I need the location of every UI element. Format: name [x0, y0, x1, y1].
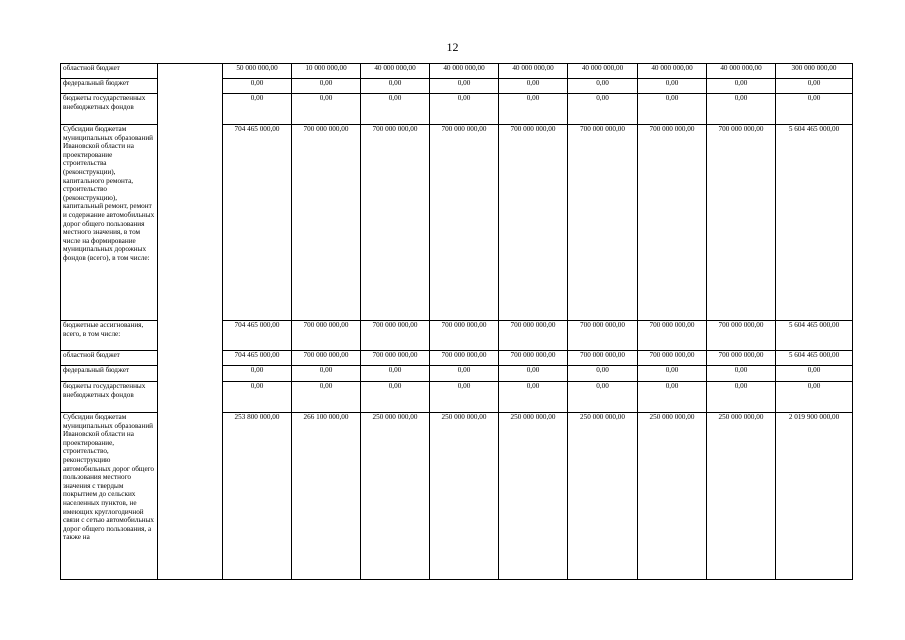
- value-cell: 0,00: [361, 79, 430, 94]
- value-cell: 700 000 000,00: [707, 125, 776, 321]
- value-cell: 700 000 000,00: [638, 125, 707, 321]
- value-cell: 0,00: [707, 366, 776, 382]
- value-cell: 0,00: [568, 94, 638, 125]
- table-row: [61, 94, 853, 125]
- value-cell: 700 000 000,00: [499, 351, 568, 366]
- value-cell: 10 000 000,00: [292, 64, 361, 79]
- value-cell: 40 000 000,00: [568, 64, 638, 79]
- value-cell: 0,00: [499, 382, 568, 413]
- value-cell: 700 000 000,00: [292, 125, 361, 321]
- empty-cell: [158, 125, 223, 321]
- value-cell: 0,00: [776, 94, 853, 125]
- value-cell: 700 000 000,00: [430, 351, 499, 366]
- value-cell: 700 000 000,00: [430, 321, 499, 351]
- value-cell: 40 000 000,00: [430, 64, 499, 79]
- value-cell: 700 000 000,00: [638, 351, 707, 366]
- value-cell: 0,00: [430, 79, 499, 94]
- value-cell: 0,00: [568, 366, 638, 382]
- value-cell: 700 000 000,00: [568, 351, 638, 366]
- value-cell: 40 000 000,00: [499, 64, 568, 79]
- value-cell: 704 465 000,00: [223, 125, 292, 321]
- page-number: 12: [446, 40, 459, 54]
- value-cell: 0,00: [430, 382, 499, 413]
- value-cell: 250 000 000,00: [499, 413, 568, 580]
- value-cell: 0,00: [292, 366, 361, 382]
- value-cell: 0,00: [430, 94, 499, 125]
- value-cell: 704 465 000,00: [223, 321, 292, 351]
- table-row: [61, 413, 853, 580]
- value-cell: 0,00: [707, 382, 776, 413]
- row-label: областной бюджет: [61, 64, 158, 79]
- value-cell: 40 000 000,00: [361, 64, 430, 79]
- value-cell: 266 100 000,00: [292, 413, 361, 580]
- empty-cell: [158, 94, 223, 125]
- value-cell: 250 000 000,00: [430, 413, 499, 580]
- value-cell: 704 465 000,00: [223, 351, 292, 366]
- value-cell: 253 800 000,00: [223, 413, 292, 580]
- value-cell: 0,00: [638, 94, 707, 125]
- table-row: [61, 79, 853, 94]
- value-cell: 0,00: [292, 382, 361, 413]
- row-label: федеральный бюджет: [61, 79, 158, 94]
- value-cell: 700 000 000,00: [568, 321, 638, 351]
- empty-cell: [158, 413, 223, 580]
- value-cell: 250 000 000,00: [638, 413, 707, 580]
- row-label: бюджеты государственных внебюджетных фондов: [61, 94, 158, 125]
- value-cell: 700 000 000,00: [707, 351, 776, 366]
- value-cell: 0,00: [707, 94, 776, 125]
- row-label: бюджеты государственных внебюджетных фондов: [61, 382, 158, 413]
- empty-cell: [158, 64, 223, 79]
- value-cell: 0,00: [292, 79, 361, 94]
- value-cell: 0,00: [568, 79, 638, 94]
- value-cell: 700 000 000,00: [707, 321, 776, 351]
- value-cell: 0,00: [638, 366, 707, 382]
- value-cell: 0,00: [638, 79, 707, 94]
- value-cell: 0,00: [223, 94, 292, 125]
- value-cell: 5 604 465 000,00: [776, 125, 853, 321]
- value-cell: 5 604 465 000,00: [776, 351, 853, 366]
- table-row: [61, 321, 853, 351]
- value-cell: 40 000 000,00: [638, 64, 707, 79]
- empty-cell: [158, 366, 223, 382]
- value-cell: 0,00: [568, 382, 638, 413]
- value-cell: 0,00: [707, 79, 776, 94]
- value-cell: 700 000 000,00: [292, 321, 361, 351]
- value-cell: 700 000 000,00: [638, 321, 707, 351]
- value-cell: 0,00: [499, 94, 568, 125]
- value-cell: 50 000 000,00: [223, 64, 292, 79]
- value-cell: 2 019 900 000,00: [776, 413, 853, 580]
- empty-cell: [158, 321, 223, 351]
- value-cell: 700 000 000,00: [361, 351, 430, 366]
- row-label: Субсидии бюджетам муниципальных образований Ивановской области на проектирование строительства (реконструкции), капитального ремонта, строительство (реконструкцию), капитальный ремонт, ремонт и содержание автомобильных дорог общего пользования местного значения, в том числе на формирование муниципальных дорожных фондов (всего), в том числе:: [61, 125, 158, 321]
- value-cell: 0,00: [223, 79, 292, 94]
- table-row: [61, 366, 853, 382]
- value-cell: 0,00: [638, 382, 707, 413]
- value-cell: 0,00: [499, 366, 568, 382]
- value-cell: 0,00: [361, 94, 430, 125]
- value-cell: 0,00: [776, 382, 853, 413]
- row-label: Субсидии бюджетам муниципальных образований Ивановской области на проектирование, строительство, реконструкцию автомобильных дорог общего пользования местного значения с твердым покрытием до сельских населенных пунктов, не имеющих круглогодичной связи с сетью автомобильных дорог общего пользования, а также на: [61, 413, 158, 580]
- value-cell: 300 000 000,00: [776, 64, 853, 79]
- table-row: [61, 382, 853, 413]
- value-cell: 700 000 000,00: [499, 321, 568, 351]
- table-row: [61, 125, 853, 321]
- row-label: областной бюджет: [61, 351, 158, 366]
- value-cell: 700 000 000,00: [361, 125, 430, 321]
- row-label: федеральный бюджет: [61, 366, 158, 382]
- table-row: [61, 351, 853, 366]
- empty-cell: [158, 351, 223, 366]
- value-cell: 0,00: [430, 366, 499, 382]
- table-row: [61, 64, 853, 79]
- empty-cell: [158, 382, 223, 413]
- value-cell: 700 000 000,00: [430, 125, 499, 321]
- budget-table: [60, 63, 853, 580]
- value-cell: 0,00: [361, 366, 430, 382]
- value-cell: 700 000 000,00: [568, 125, 638, 321]
- value-cell: 700 000 000,00: [499, 125, 568, 321]
- value-cell: 0,00: [499, 79, 568, 94]
- value-cell: 250 000 000,00: [361, 413, 430, 580]
- value-cell: 0,00: [776, 79, 853, 94]
- value-cell: 250 000 000,00: [707, 413, 776, 580]
- value-cell: 0,00: [361, 382, 430, 413]
- value-cell: 700 000 000,00: [361, 321, 430, 351]
- value-cell: 700 000 000,00: [292, 351, 361, 366]
- value-cell: 250 000 000,00: [568, 413, 638, 580]
- empty-cell: [158, 79, 223, 94]
- value-cell: 5 604 465 000,00: [776, 321, 853, 351]
- value-cell: 0,00: [223, 382, 292, 413]
- value-cell: 40 000 000,00: [707, 64, 776, 79]
- row-label: бюджетные ассигнования, всего, в том числе:: [61, 321, 158, 351]
- value-cell: 0,00: [223, 366, 292, 382]
- value-cell: 0,00: [292, 94, 361, 125]
- table-body: [61, 64, 853, 580]
- value-cell: 0,00: [776, 366, 853, 382]
